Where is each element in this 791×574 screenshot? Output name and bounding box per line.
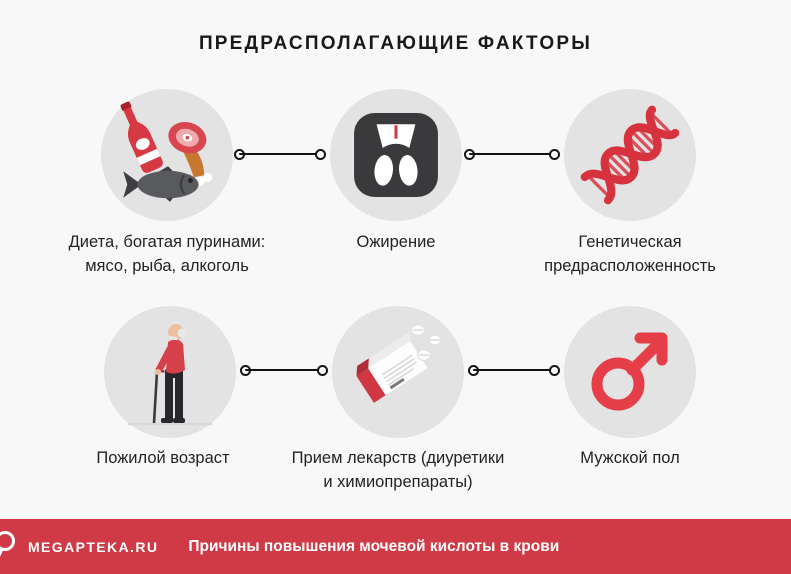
factor-label-elderly xyxy=(96,446,229,470)
medicine-icon xyxy=(338,312,458,432)
connector-node-icon xyxy=(317,365,328,376)
connector-diet-obesity xyxy=(234,148,326,160)
megapteka-pin-icon xyxy=(0,529,19,565)
factor-label-obesity xyxy=(357,230,436,254)
male-symbol-icon xyxy=(582,324,678,420)
factor-label-genetics xyxy=(544,230,716,278)
scale-icon xyxy=(352,111,440,199)
connector-node-icon xyxy=(315,149,326,160)
factor-label-line: мясо, рыба, алкоголь xyxy=(85,257,249,275)
connector-medicine-male xyxy=(468,364,560,376)
factor-circle-diet xyxy=(101,89,233,221)
factor-circle-obesity xyxy=(330,89,462,221)
factor-circle-medicine xyxy=(332,306,464,438)
footer-bar xyxy=(0,519,791,574)
connector-line xyxy=(469,153,555,156)
connector-elderly-medicine xyxy=(240,364,328,376)
factor-label-diet xyxy=(69,230,266,278)
connector-obesity-genetics xyxy=(464,148,560,160)
elderly-man-icon xyxy=(120,312,220,432)
factor-label-line: Прием лекарств (диуретики xyxy=(291,449,505,467)
factor-circle-genetics xyxy=(564,89,696,221)
diet-food-icon xyxy=(111,99,223,211)
factor-label-line: Мужской пол xyxy=(580,449,680,467)
factor-label-line: Ожирение xyxy=(356,233,436,251)
factor-label-line: Пожилой возраст xyxy=(96,449,230,467)
factor-label-line: и химиопрепараты) xyxy=(323,473,473,491)
brand-text: MEGAPTEKA.RU xyxy=(28,538,159,555)
factor-circle-elderly xyxy=(104,306,236,438)
connector-line xyxy=(245,369,323,372)
factor-label-line: Генетическая xyxy=(578,233,682,251)
connector-node-icon xyxy=(549,365,560,376)
factor-label-line: Диета, богатая пуринами: xyxy=(68,233,266,251)
factor-circle-male xyxy=(564,306,696,438)
footer-subtitle: Причины повышения мочевой кислоты в крови xyxy=(188,537,560,555)
factor-label-medicine xyxy=(292,446,505,494)
connector-node-icon xyxy=(549,149,560,160)
factor-label-line: предрасположенность xyxy=(544,257,716,275)
page-title: ПРЕДРАСПОЛАГАЮЩИЕ ФАКТОРЫ xyxy=(198,33,593,54)
dna-icon xyxy=(572,97,688,213)
factor-label-male xyxy=(580,446,679,470)
connector-line xyxy=(473,369,555,372)
connector-line xyxy=(239,153,321,156)
